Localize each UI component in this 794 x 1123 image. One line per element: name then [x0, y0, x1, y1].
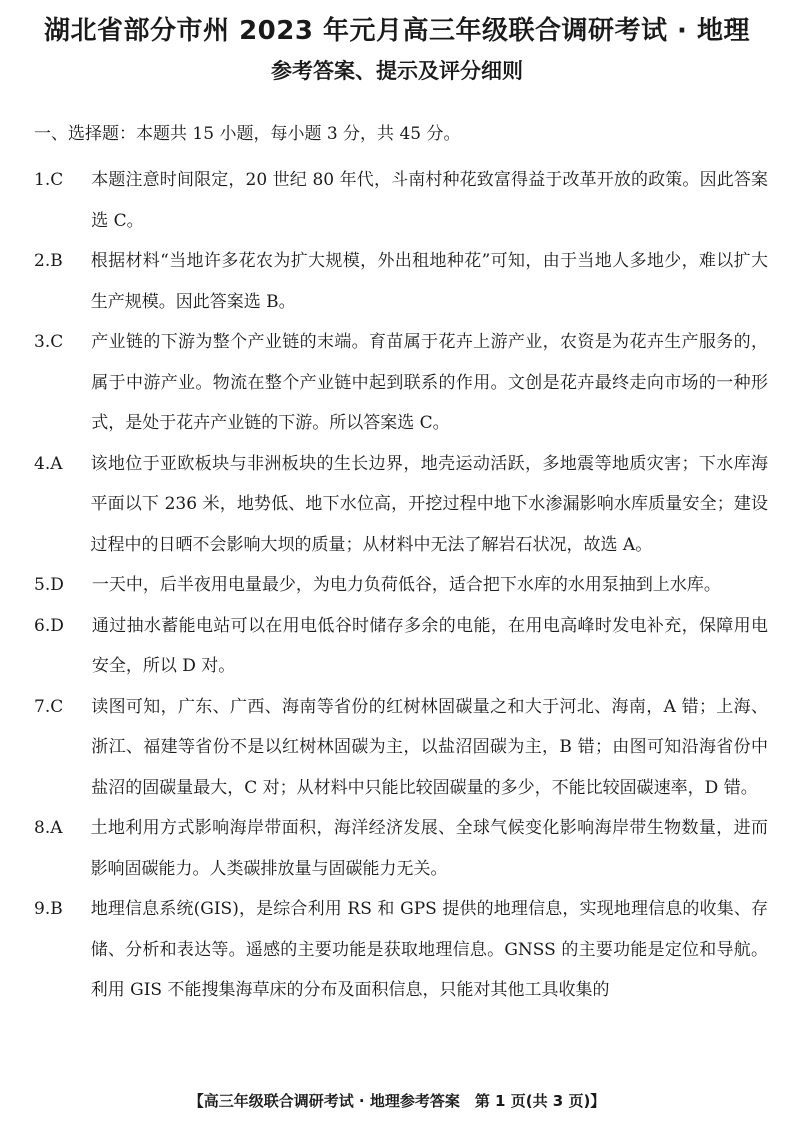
item-explanation: 该地位于亚欧板块与非洲板块的生长边界，地壳运动活跃，多地震等地质灾害；下水库海平面以下 236 米，地势低、地下水位高，开挖过程中地下水渗漏影响水库质量安全；建设过程中的日晒不会影响大坝的质量；从材料中无法了解岩石状况，故选 A。: [90, 453, 768, 555]
item-answer: C: [50, 332, 64, 352]
item-answer: A: [50, 453, 63, 474]
answer-item-3: [34, 322, 768, 444]
item-number: 5.: [34, 575, 51, 595]
item-explanation: 土地利用方式影响海岸带面积，海洋经济发展、全球气候变化影响海岸带生物数量，进而影响固碳能力。人类碳排放量与固碳能力无关。: [90, 818, 768, 879]
item-explanation: 产业链的下游为整个产业链的末端。育苗属于花卉上游产业，农资是为花卉生产服务的，属于中游产业。物流在整个产业链中起到联系的作用。文创是花卉最终走向市场的一种形式，是处于花卉产业链的下游。所以答案选 C。: [91, 332, 768, 433]
answer-item-2: [34, 241, 768, 322]
item-answer: B: [50, 899, 63, 919]
answer-item-5: [34, 565, 768, 606]
item-number: 4.: [34, 453, 51, 474]
item-explanation: 地理信息系统(GIS)，是综合利用 RS 和 GPS 提供的地理信息，实现地理信息的收集、存储、分析和表达等。遥感的主要功能是获取地理信息。GNSS 的主要功能是定位和导航。利用 GIS 不能搜集海草床的分布及面积信息，只能对其他工具收集的: [90, 899, 768, 1000]
item-number: 9.: [34, 899, 51, 919]
item-explanation: 本题注意时间限定，20 世纪 80 年代，斗南村种花致富得益于改革开放的政策。因此答案选 C。: [91, 170, 768, 231]
item-number: 6.: [34, 615, 51, 636]
item-answer: B: [50, 251, 63, 271]
item-number: 8.: [34, 818, 51, 838]
item-explanation: 通过抽水蓄能电站可以在用电低谷时储存多余的电能，在用电高峰时发电补充，保障用电安全，所以 D 对。: [91, 615, 768, 676]
item-answer: D: [50, 615, 64, 636]
section-heading: 一、选择题：本题共 15 小题，每小题 3 分，共 45 分。: [34, 124, 461, 144]
answer-item-4: [34, 444, 768, 566]
answer-list: [34, 160, 768, 1011]
item-answer: D: [50, 575, 64, 595]
item-explanation: 一天中，后半夜用电量最少，为电力负荷低谷，适合把下水库的水用泵抽到上水库。: [91, 575, 721, 595]
answer-item-6: [34, 606, 768, 687]
page-title: 湖北省部分市州 2023 年元月高三年级联合调研考试 · 地理: [44, 16, 750, 46]
page-footer: 【高三年级联合调研考试 · 地理参考答案 第 1 页(共 3 页)】: [188, 1092, 606, 1110]
item-number: 7.: [34, 696, 51, 717]
answer-item-1: [34, 160, 768, 241]
answer-item-7: [34, 687, 768, 809]
item-answer: C: [50, 696, 64, 717]
item-number: 3.: [34, 332, 51, 352]
item-number: 2.: [34, 251, 51, 271]
item-explanation: 根据材料“当地许多花农为扩大规模，外出租地种花”可知，由于当地人多地少，难以扩大生产规模。因此答案选 B。: [90, 251, 768, 312]
item-answer: A: [50, 818, 63, 838]
item-answer: C: [50, 170, 64, 190]
item-number: 1.: [34, 170, 51, 190]
item-explanation: 读图可知，广东、广西、海南等省份的红树林固碳量之和大于河北、海南，A 错；上海、浙江、福建等省份不是以红树林固碳为主，以盐沼固碳为主，B 错；由图可知沿海省份中盐沼的固碳量最大，C 对；从材料中只能比较固碳量的多少，不能比较固碳速率，D 错。: [91, 696, 768, 798]
page-subtitle: 参考答案、提示及评分细则: [271, 59, 523, 83]
answer-item-9: [34, 889, 768, 1011]
answer-item-8: [34, 808, 768, 889]
